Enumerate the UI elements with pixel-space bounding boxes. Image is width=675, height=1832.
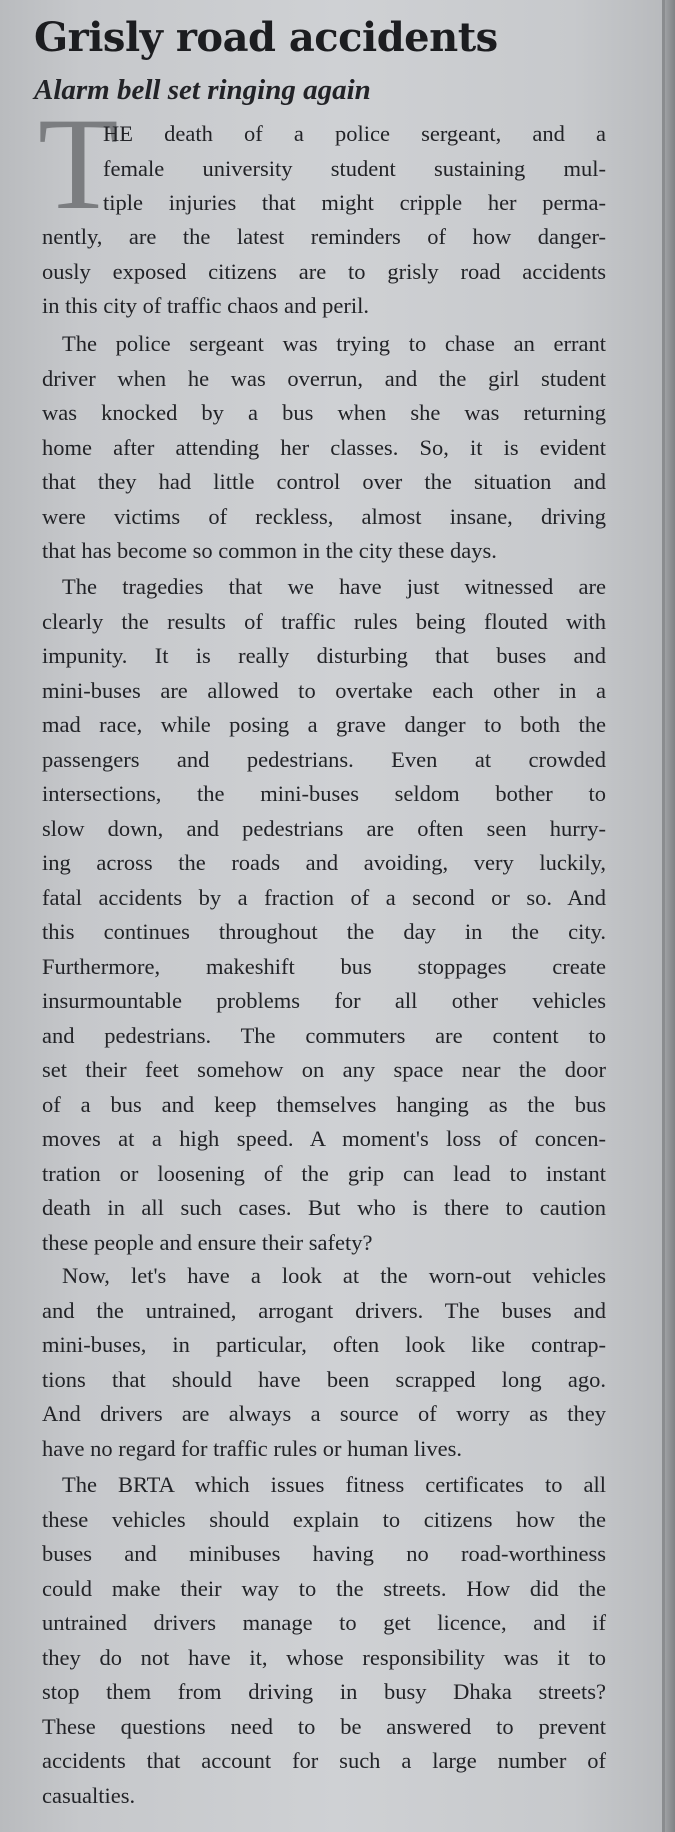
text-line: passengers and pedestrians. Even at crowded bbox=[42, 746, 606, 772]
text-line: clearly the results of traffic rules being flouted with bbox=[42, 608, 606, 634]
subheadline: Alarm bell set ringing again bbox=[34, 74, 371, 106]
text-line: home after attending her classes. So, it is evident bbox=[42, 434, 606, 460]
text-line: The BRTA which issues fitness certificates to all bbox=[62, 1472, 606, 1497]
text-line: and pedestrians. The commuters are content to bbox=[42, 1022, 606, 1048]
text-line: tiple injuries that might cripple her perma- bbox=[103, 190, 606, 215]
text-line: female university student sustaining mul- bbox=[103, 155, 606, 181]
text-line: casualties. bbox=[42, 1782, 136, 1808]
text-line: they do not have it, whose responsibility was it to bbox=[42, 1644, 606, 1670]
text-line: could make their way to the streets. How did the bbox=[42, 1575, 606, 1601]
text-line: buses and minibuses having no road-worthiness bbox=[42, 1541, 606, 1566]
text-line: mini-buses, in particular, often look like contrap- bbox=[42, 1332, 606, 1357]
text-line: ously exposed citizens are to grisly road accidents bbox=[42, 258, 606, 284]
text-line: in this city of traffic chaos and peril. bbox=[42, 293, 369, 318]
text-line: And drivers are always a source of worry as they bbox=[42, 1401, 606, 1426]
text-line: was knocked by a bus when she was returning bbox=[42, 400, 606, 425]
text-line: ing across the roads and avoiding, very luckily, bbox=[42, 850, 606, 875]
text-line: and the untrained, arrogant drivers. The buses and bbox=[42, 1297, 606, 1323]
text-line: were victims of reckless, almost insane, driving bbox=[42, 503, 606, 529]
paragraph-4 bbox=[42, 1259, 606, 1466]
paragraph-2 bbox=[42, 327, 606, 569]
text-line: driver when he was overrun, and the girl student bbox=[42, 365, 606, 391]
text-line: nently, are the latest reminders of how danger- bbox=[42, 224, 606, 249]
text-line: these vehicles should explain to citizens how the bbox=[42, 1506, 606, 1532]
text-line: that they had little control over the situation and bbox=[42, 469, 606, 494]
text-line: fatal accidents by a fraction of a second or so. And bbox=[42, 884, 606, 910]
paragraph-1 bbox=[42, 220, 606, 324]
paragraph-3 bbox=[42, 570, 606, 1260]
text-line: slow down, and pedestrians are often seen hurry- bbox=[42, 815, 606, 841]
text-line: have no regard for traffic rules or human lives. bbox=[42, 1435, 463, 1461]
text-line: mini-buses are allowed to overtake each other in a bbox=[42, 677, 606, 703]
text-line: stop them from driving in busy Dhaka streets? bbox=[42, 1679, 606, 1704]
text-line: intersections, the mini-buses seldom bother to bbox=[42, 781, 606, 806]
text-line: insurmountable problems for all other vehicles bbox=[42, 988, 606, 1013]
clipping-edge-shadow bbox=[665, 0, 675, 1832]
text-line: The tragedies that we have just witnessed are bbox=[62, 574, 606, 599]
column-rule bbox=[662, 0, 665, 1832]
text-line: Now, let's have a look at the worn-out vehicles bbox=[62, 1263, 606, 1288]
headline: Grisly road accidents bbox=[34, 14, 498, 61]
text-line: death in all such cases. But who is there to caution bbox=[42, 1195, 606, 1220]
text-line: tration or loosening of the grip can lead to instant bbox=[42, 1160, 606, 1186]
text-line: that has become so common in the city these days. bbox=[42, 538, 497, 563]
text-line: set their feet somehow on any space near the door bbox=[42, 1057, 606, 1082]
text-line: these people and ensure their safety? bbox=[42, 1229, 373, 1255]
text-line: of a bus and keep themselves hanging as the bus bbox=[42, 1091, 606, 1117]
lead-lines bbox=[103, 117, 606, 221]
text-line: untrained drivers manage to get licence, and if bbox=[42, 1610, 606, 1635]
text-line: accidents that account for such a large number of bbox=[42, 1748, 606, 1773]
text-line: impunity. It is really disturbing that buses and bbox=[42, 643, 606, 668]
drop-cap: T bbox=[38, 90, 119, 237]
text-line: this continues throughout the day in the city. bbox=[42, 919, 606, 944]
text-line: Furthermore, makeshift bus stoppages create bbox=[42, 953, 606, 979]
text-line: tions that should have been scrapped long ago. bbox=[42, 1366, 606, 1392]
text-line: HE death of a police sergeant, and a bbox=[103, 121, 606, 146]
text-line: mad race, while posing a grave danger to both the bbox=[42, 712, 606, 737]
paragraph-5 bbox=[42, 1468, 606, 1813]
text-line: moves at a high speed. A moment's loss of concen- bbox=[42, 1126, 606, 1151]
text-line: The police sergeant was trying to chase an errant bbox=[62, 331, 606, 356]
text-line: These questions need to be answered to prevent bbox=[42, 1713, 606, 1739]
